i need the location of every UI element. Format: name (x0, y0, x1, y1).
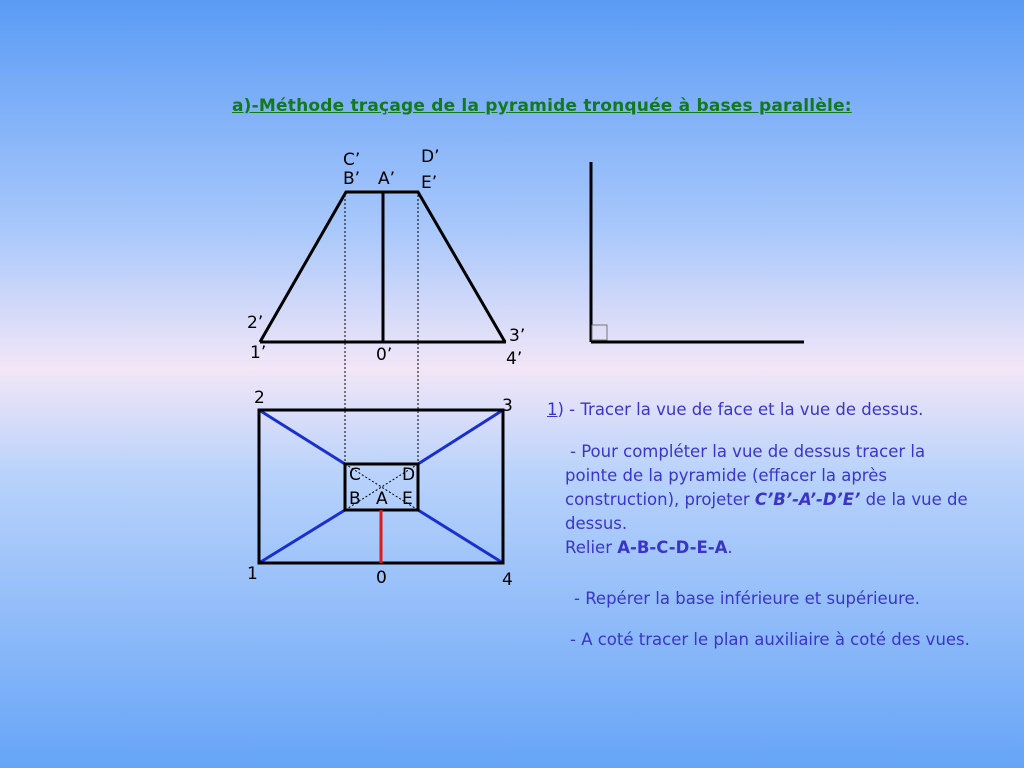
label-a: A (376, 489, 388, 509)
label-c: C (349, 465, 361, 485)
step-2-line-5-bold: A-B-C-D-E-A (617, 538, 728, 557)
label-a-prime: A’ (378, 169, 396, 189)
label-e: E (402, 489, 413, 509)
front-view (260, 192, 506, 342)
label-4: 4 (502, 570, 513, 590)
label-4-prime: 4’ (506, 349, 523, 369)
step-2-line-3-pre: construction), projeter (565, 490, 755, 509)
label-b: B (349, 489, 361, 509)
step-2-line-3-bold: C’B’-A’-D’E’ (754, 490, 861, 509)
auxiliary-plane (591, 162, 804, 342)
step-1-number: 1 (547, 400, 558, 419)
label-0: 0 (376, 568, 387, 588)
label-c-prime: C’ (343, 150, 361, 170)
instruction-step-1 (547, 398, 923, 422)
label-d-prime: D’ (421, 147, 440, 167)
step-2-line-4: dessus. (565, 514, 628, 533)
label-e-prime: E’ (421, 173, 438, 193)
instruction-step-4: - A coté tracer le plan auxiliaire à coté des vues. (570, 630, 970, 649)
diagonal-1-b (259, 510, 345, 563)
label-1: 1 (247, 564, 258, 584)
step-2-line-5-post: . (727, 538, 733, 557)
step-1-paren: ) (557, 400, 564, 419)
diagonal-3-d (418, 410, 503, 464)
diagonal-4-e (418, 510, 503, 563)
step-2-line-5-pre: Relier (565, 538, 618, 557)
step-1-text: - Tracer la vue de face et la vue de dessus. (563, 400, 924, 419)
label-3-prime: 3’ (509, 326, 526, 346)
top-view (259, 410, 503, 563)
instruction-step-2 (565, 440, 968, 560)
step-2-line-3-post: de la vue de (860, 490, 968, 509)
label-b-prime: B’ (343, 169, 361, 189)
step-2-line-2: pointe de la pyramide (effacer la après (565, 466, 887, 485)
right-angle-marker (592, 325, 607, 340)
label-2-prime: 2’ (247, 313, 264, 333)
step-2-line-5 (565, 536, 968, 560)
instruction-step-3: - Repérer la base inférieure et supérieure. (574, 589, 920, 608)
step-2-line-1: - Pour compléter la vue de dessus tracer la (570, 442, 926, 461)
label-3: 3 (502, 396, 513, 416)
diagonal-2-c (259, 410, 345, 464)
label-d: D (402, 465, 416, 485)
label-0-prime: 0’ (376, 345, 393, 365)
step-2-line-3 (565, 488, 968, 512)
label-2: 2 (254, 388, 265, 408)
label-1-prime: 1’ (250, 343, 267, 363)
page-title: a)-Méthode traçage de la pyramide tronquée à bases parallèle: (232, 96, 852, 116)
